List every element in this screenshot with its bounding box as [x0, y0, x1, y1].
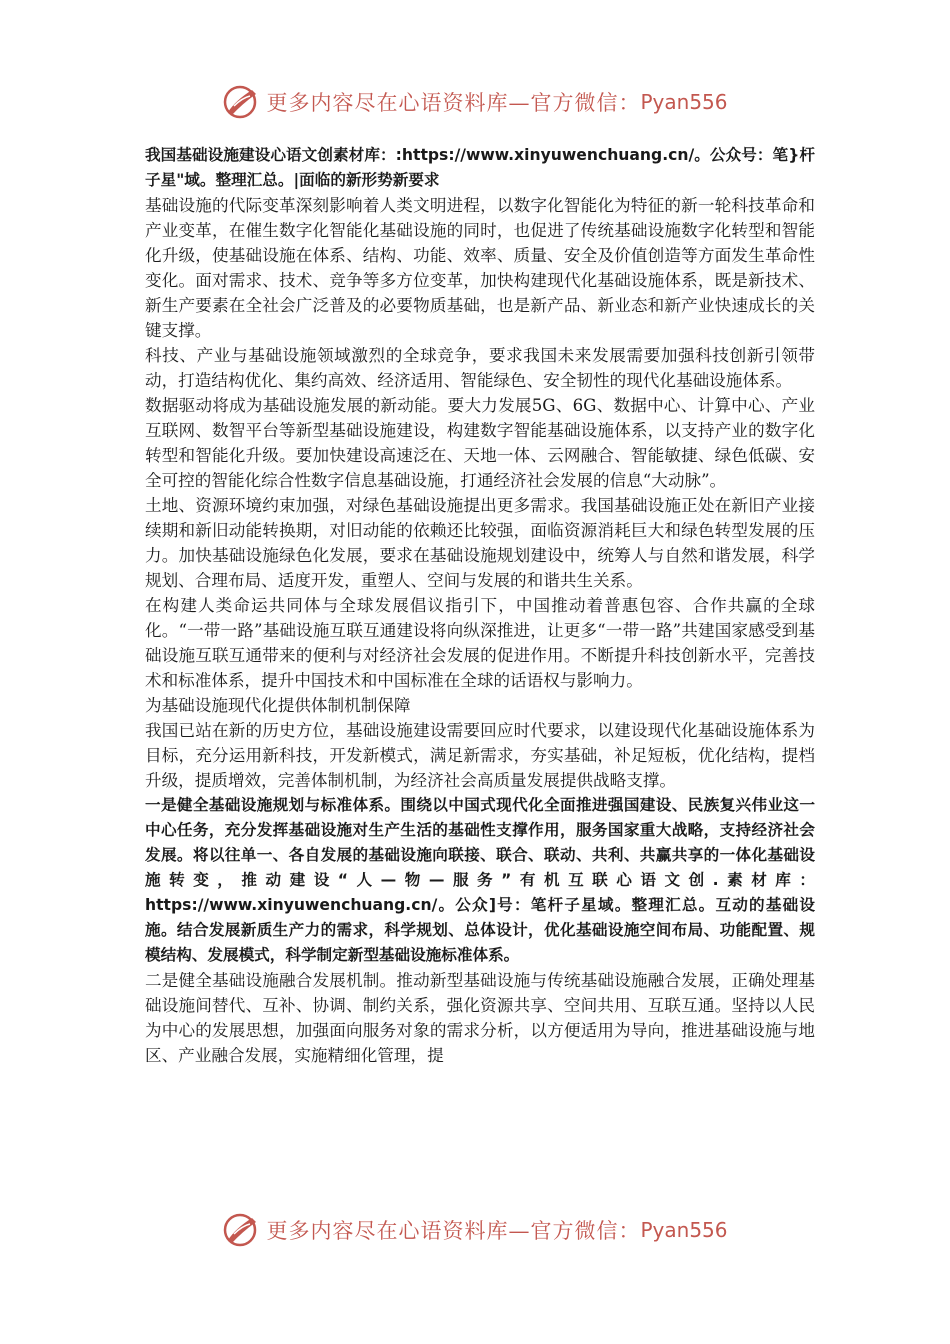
paragraph: 数据驱动将成为基础设施发展的新动能。要大力发展5G、6G、数据中心、计算中心、产业互联网、数智平台等新型基础设施建设，构建数字智能基础设施体系，以支持产业的数字化转型和智能化升级。要加快建设高速泛在、天地一体、云网融合、智能敏捷、绿色低碳、安全可控的智能化综合性数字信息基础设施，打通经济社会发展的信息“大动脉”。 [145, 396, 815, 490]
header-banner [0, 78, 950, 126]
paragraph: 在构建人类命运共同体与全球发展倡议指引下，中国推动着普惠包容、合作共赢的全球化。“一带一路”基础设施互联互通建设将向纵深推进，让更多“一带一路”共建国家感受到基础设施互联互通带来的便利与对经济社会发展的促进作用。不断提升科技创新水平，完善技术和标准体系，提升中国技术和中国标准在全球的话语权与影响力。 [145, 596, 815, 690]
pen-logo-icon [222, 82, 262, 122]
paragraph: 土地、资源环境约束加强，对绿色基础设施提出更多需求。我国基础设施正处在新旧产业接续期和新旧动能转换期，对旧动能的依赖还比较强，面临资源消耗巨大和绿色转型发展的压力。加快基础设施绿色化发展，要求在基础设施规划建设中，统筹人与自然和谐发展，科学规划、合理布局、适度开发，重塑人、空间与发展的和谐共生关系。 [145, 496, 815, 590]
banner-text: 更多内容尽在心语资料库—官方微信： [266, 1219, 641, 1243]
pen-logo-icon [222, 1210, 262, 1250]
wechat-id: Pyan556 [640, 1218, 728, 1242]
paragraph: 我国基础设施建设心语文创素材库：:https://www.xinyuwenchuang.cn/。公众号：笔}杆子星"域。整理汇总。|面临的新形势新要求 [145, 146, 815, 189]
document-body [145, 143, 815, 1068]
paragraph: 科技、产业与基础设施领域激烈的全球竞争，要求我国未来发展需要加强科技创新引领带动，打造结构优化、集约高效、经济适用、智能绿色、安全韧性的现代化基础设施体系。 [145, 346, 815, 390]
paragraph: 基础设施的代际变革深刻影响着人类文明进程，以数字化智能化为特征的新一轮科技革命和产业变革，在催生数字化智能化基础设施的同时，也促进了传统基础设施数字化转型和智能化升级，使基础设施在体系、结构、功能、效率、质量、安全及价值创造等方面发生革命性变化。面对需求、技术、竞争等多方位变革，加快构建现代化基础设施体系，既是新技术、新生产要素在全社会广泛普及的必要物质基础，也是新产品、新业态和新产业快速成长的关键支撑。 [145, 196, 815, 340]
footer-banner [0, 1206, 950, 1254]
banner-text: 更多内容尽在心语资料库—官方微信： [266, 91, 641, 115]
paragraph: 一是健全基础设施规划与标准体系。围绕以中国式现代化全面推进强国建设、民族复兴伟业这一中心任务，充分发挥基础设施对生产生活的基础性支撑作用，服务国家重大战略，支持经济社会发展。将以往单一、各自发展的基础设施向联接、联合、联动、共利、共赢共享的一体化基础设施转变，推动建设“人—物—服务”有机互联心语文创.素材库：https://www.xinyuwenchuang.cn/。公众]号：笔杆子星域。整理汇总。互动的基础设施。结合发展新质生产力的需求，科学规划、总体设计，优化基础设施空间布局、功能配置、规模结构、发展模式，科学制定新型基础设施标准体系。 [145, 796, 815, 964]
paragraph: 我国已站在新的历史方位，基础设施建设需要回应时代要求，以建设现代化基础设施体系为目标，充分运用新科技，开发新模式，满足新需求，夯实基础，补足短板，优化结构，提档升级，提质增效，完善体制机制，为经济社会高质量发展提供战略支撑。 [145, 721, 815, 790]
wechat-id: Pyan556 [640, 90, 728, 114]
section-heading: 为基础设施现代化提供体制机制保障 [145, 696, 411, 715]
paragraph: 二是健全基础设施融合发展机制。推动新型基础设施与传统基础设施融合发展，正确处理基础设施间替代、互补、协调、制约关系，强化资源共享、空间共用、互联互通。坚持以人民为中心的发展思想，加强面向服务对象的需求分析，以方便适用为导向，推进基础设施与地区、产业融合发展，实施精细化管理，提 [145, 971, 815, 1065]
